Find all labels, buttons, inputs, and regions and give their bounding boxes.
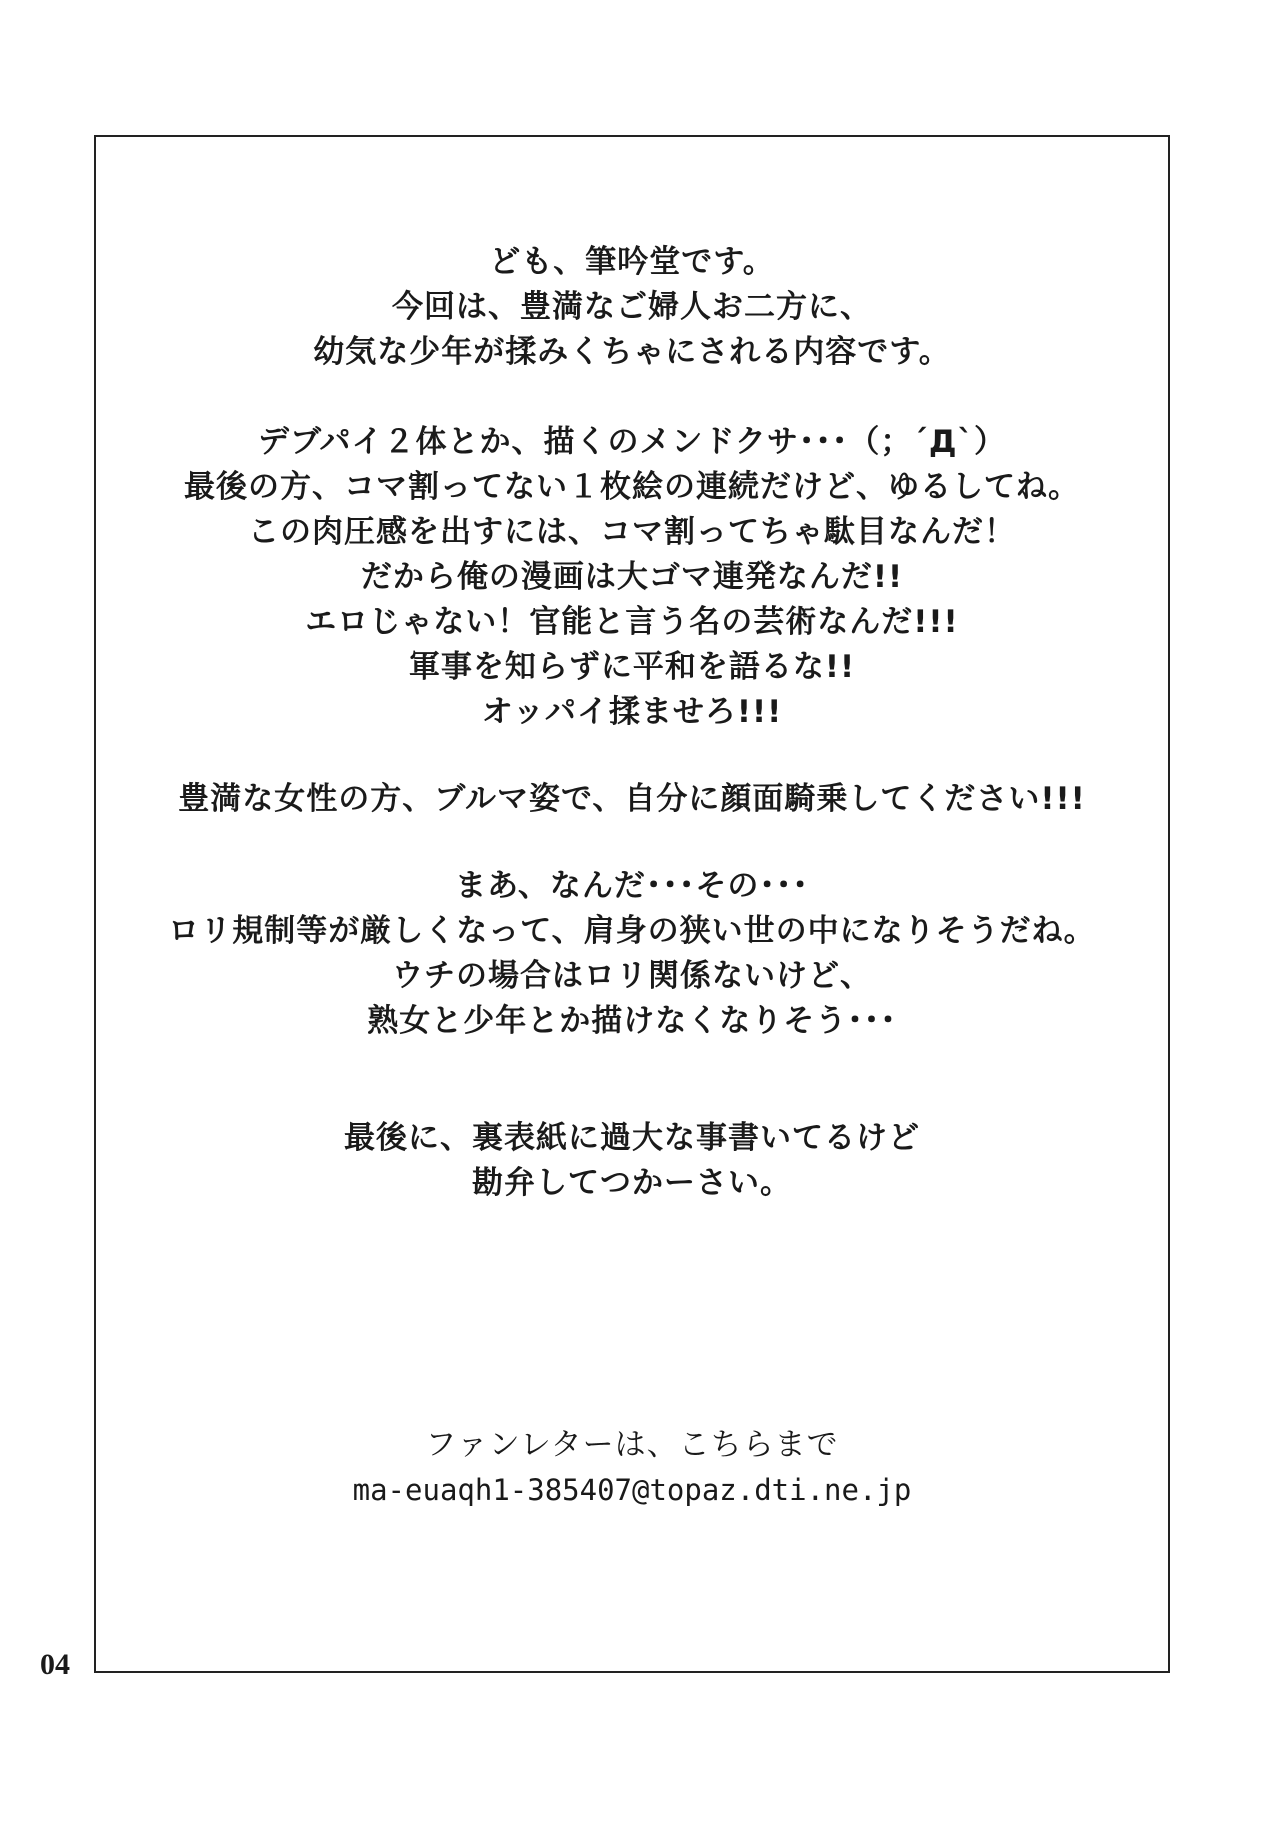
text-line: 豊満な女性の方、ブルマ姿で、自分に顔面騎乗してください!!! (178, 781, 1086, 817)
text-line: ウチの場合はロリ関係ないけど、 (392, 958, 872, 994)
text-line: ロリ規制等が厳しくなって、肩身の狭い世の中になりそうだね。 (168, 913, 1096, 949)
page-number: 04 (40, 1648, 70, 1681)
paragraph-rant (94, 420, 1170, 735)
paragraph-request (94, 777, 1170, 822)
paragraph-greeting (94, 240, 1170, 375)
text-line: だから俺の漫画は大ゴマ連発なんだ!! (360, 559, 904, 595)
fanletter-label: ファンレターは、こちらまで (425, 1427, 839, 1463)
text-line: 最後の方、コマ割ってない１枚絵の連続だけど、ゆるしてね。 (184, 469, 1080, 505)
text-line: 軍事を知らずに平和を語るな!! (408, 649, 856, 685)
text-line: 今回は、豊満なご婦人お二方に、 (392, 289, 872, 325)
text-line: デブパイ２体とか、描くのメンドクサ･･･（；´Д`） (257, 424, 1006, 460)
text-line: 最後に、裏表紙に過大な事書いてるけど (344, 1120, 920, 1156)
text-line: まあ、なんだ･･･その･･･ (455, 868, 809, 904)
text-line: この肉圧感を出すには、コマ割ってちゃ駄目なんだ！ (248, 514, 1016, 550)
text-line: エロじゃない！官能と言う名の芸術なんだ!!! (305, 604, 959, 640)
text-line: 幼気な少年が揉みくちゃにされる内容です。 (313, 334, 951, 370)
fanletter-section (94, 1423, 1170, 1512)
text-line: 熟女と少年とか描けなくなりそう･･･ (367, 1003, 897, 1039)
fanletter-email: ma-euaqh1-385407@topaz.dti.ne.jp (352, 1473, 912, 1507)
text-line: 勘弁してつかーさい。 (472, 1165, 792, 1201)
text-line: オッパイ揉ませろ!!! (481, 694, 783, 730)
afterword-text (94, 135, 1170, 1507)
paragraph-regulation (94, 864, 1170, 1044)
paragraph-closing (94, 1116, 1170, 1206)
text-line: ども、筆吟堂です。 (489, 244, 775, 280)
